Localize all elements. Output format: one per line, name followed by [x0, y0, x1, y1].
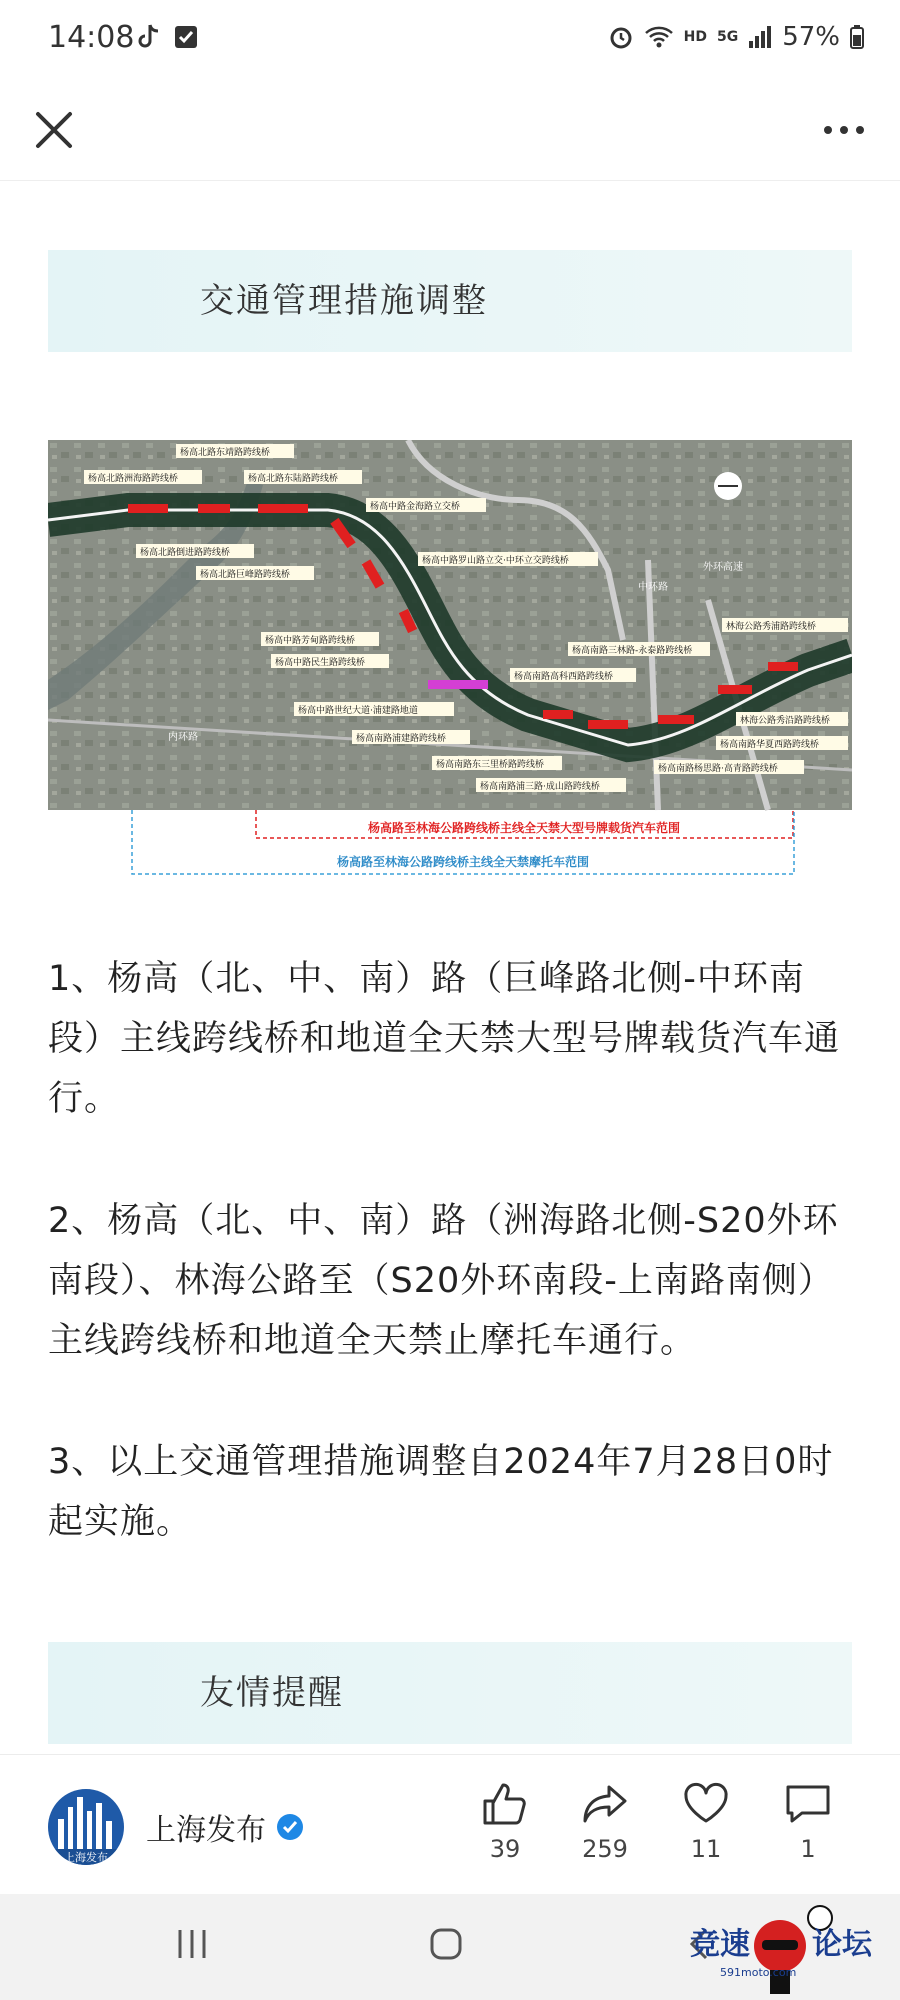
paragraph-2: 2、杨高（北、中、南）路（洲海路北侧-S20外环南段）、林海公路至（S20外环南段-上南路南侧）主线跨线桥和地道全天禁止摩托车通行。 [48, 1201, 839, 1361]
map-label: 杨高南路东三里桥路跨线桥 [436, 760, 545, 770]
road-label: 中环路 [638, 582, 668, 593]
thumbs-up-icon [481, 1781, 529, 1827]
map-label: 杨高北路东靖路跨线桥 [180, 448, 271, 458]
home-button[interactable] [426, 1924, 466, 1968]
more-dot [824, 126, 832, 134]
legend-motorcycles: 杨高路至林海公路跨线桥主线全天禁摩托车范围 [336, 855, 590, 869]
map-label: 杨高南路浦三路·成山路跨线桥 [480, 782, 600, 792]
battery-icon [850, 25, 864, 49]
recents-icon [172, 1924, 212, 1964]
close-button[interactable] [26, 102, 82, 158]
watermark-site: 591moto.com [720, 1966, 797, 1979]
section-header-traffic [48, 250, 852, 352]
signal-type: 5G [716, 29, 739, 45]
top-bar [0, 80, 900, 181]
tiktok-icon [138, 24, 160, 50]
checkbox-icon [174, 25, 198, 49]
more-options-button[interactable] [814, 108, 874, 152]
account-name: 上海发布 [146, 1813, 266, 1848]
map-label: 杨高中路罗山路立交·中环立交跨线桥 [422, 556, 569, 566]
map-label: 杨高北路倒进路跨线桥 [140, 548, 231, 558]
wifi-icon [644, 25, 674, 49]
paragraph-3: 3、以上交通管理措施调整自2024年7月28日0时起实施。 [48, 1442, 834, 1542]
heart-icon [682, 1781, 730, 1827]
watermark-text: 竞速 [690, 1927, 750, 1962]
map-label: 杨高中路世纪大道·浦建路地道 [298, 706, 418, 716]
recent-apps-button[interactable] [172, 1924, 212, 1968]
share-icon [581, 1781, 629, 1827]
share-count: 259 [582, 1835, 628, 1863]
avatar-text: 上海发布 [64, 1851, 108, 1864]
favorite-button[interactable] [671, 1781, 741, 1863]
map-label: 杨高南路浦建路跨线桥 [356, 734, 447, 744]
road-label: 内环路 [168, 732, 198, 743]
legend-trucks: 杨高路至林海公路跨线桥主线全天禁大型号牌载货汽车范围 [367, 821, 681, 835]
comment-count: 1 [800, 1835, 816, 1863]
map-label: 杨高中路芳甸路跨线桥 [265, 636, 356, 646]
tunnel-marker [428, 680, 488, 689]
road-label: 外环高速 [703, 562, 743, 573]
forum-watermark [680, 1896, 890, 2000]
map-label: 杨高北路巨峰路跨线桥 [200, 570, 291, 580]
section-title: 交通管理措施调整 [200, 281, 488, 321]
verified-icon [276, 1813, 304, 1841]
close-icon [26, 102, 82, 158]
comment-button[interactable] [773, 1781, 843, 1863]
home-icon [426, 1924, 466, 1964]
watermark-text: 论坛 [812, 1927, 872, 1962]
status-time: 14:08 [48, 20, 135, 55]
paragraph-1: 1、杨高（北、中、南）路（巨峰路北侧-中环南段）主线跨线桥和地道全天禁大型号牌载货汽车通行。 [48, 959, 841, 1119]
network-type: HD [683, 29, 707, 45]
section-title: 友情提醒 [200, 1673, 344, 1713]
map-label: 杨高北路东陆路跨线桥 [248, 474, 339, 484]
account-info[interactable] [146, 1805, 304, 1849]
comment-icon [784, 1781, 832, 1827]
battery-percent: 57% [782, 22, 840, 52]
map-label: 林海公路秀浦路跨线桥 [726, 622, 817, 632]
map-label: 杨高南路华夏西路跨线桥 [720, 740, 820, 750]
more-dot [856, 126, 864, 134]
signal-icon [748, 25, 772, 49]
section-header-reminder [48, 1642, 852, 1744]
favorite-count: 11 [690, 1835, 722, 1863]
account-avatar[interactable] [48, 1789, 124, 1865]
skyline-logo [48, 1789, 124, 1865]
share-button[interactable] [570, 1781, 640, 1863]
action-bar [0, 1754, 900, 1895]
map-label: 杨高南路三林路-永泰路跨线桥 [572, 646, 693, 656]
like-button[interactable] [470, 1781, 540, 1863]
map-label: 杨高中路民生路跨线桥 [275, 658, 366, 668]
status-bar [0, 0, 900, 80]
map-label: 杨高中路金海路立交桥 [370, 502, 461, 512]
like-count: 39 [489, 1835, 521, 1863]
more-dot [840, 126, 848, 134]
map-label: 杨高南路高科西路跨线桥 [514, 672, 614, 682]
map-label: 杨高南路杨思路·高青路跨线桥 [658, 764, 778, 774]
alarm-icon [608, 24, 634, 50]
map-label: 杨高北路洲海路跨线桥 [88, 474, 179, 484]
map-label: 林海公路秀沿路跨线桥 [740, 716, 831, 726]
article-content[interactable] [0, 181, 900, 1754]
traffic-map [48, 440, 852, 876]
